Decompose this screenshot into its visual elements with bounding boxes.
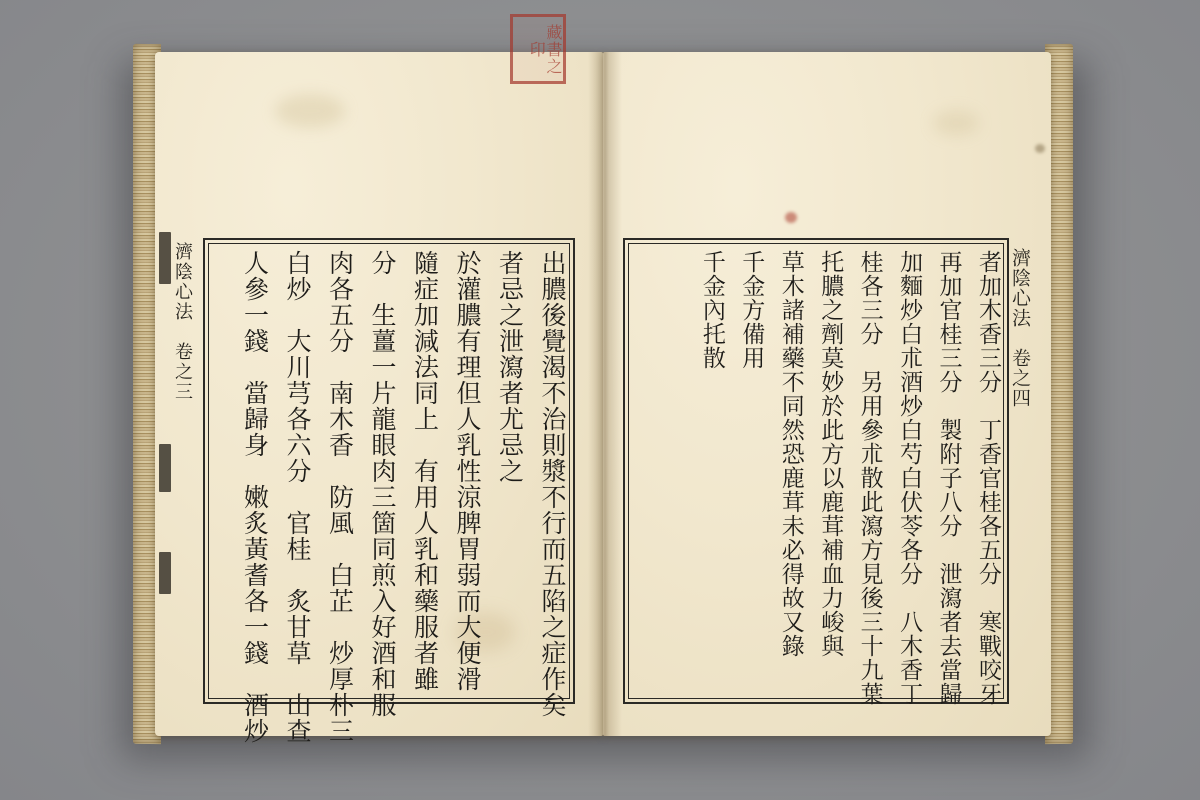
text-column: 桂各三分 另用參朮散此瀉方見後三十九葉 [856, 250, 883, 706]
open-book [133, 23, 1073, 744]
left-page [155, 52, 603, 744]
left-page-spine-title: 濟陰心法 卷之三 [172, 242, 193, 402]
paper-stain-red-fox [785, 212, 797, 223]
binding-mark [159, 232, 171, 284]
text-column: 者加木香三分 丁香官桂各五分 寒戰咬牙 [975, 250, 1001, 706]
collector-seal-stamp: 藏書之印 [510, 14, 566, 84]
text-column: 千金方備用 [738, 250, 765, 370]
right-page-header-title: 濟陰心法 卷之四 [1009, 248, 1031, 408]
book-gutter-shadow [588, 52, 622, 736]
paper-stain [933, 110, 979, 136]
text-column: 於灌膿有理但人乳性涼脾胃弱而大便滑 [453, 250, 482, 692]
text-column: 者忌之泄瀉者尤忌之 [495, 250, 525, 484]
text-column: 草木諸補藥不同然恐鹿茸未必得故又錄 [777, 250, 804, 658]
text-column: 肉各五分 南木香 防風 白芷 炒厚朴三 [325, 250, 355, 744]
text-column: 加麵炒白朮酒炒白芍白伏苓各分 八木香丁 [896, 250, 923, 706]
text-column: 出膿後覺渴不治則漿不行而五陷之症作矣 [538, 250, 567, 718]
right-page [603, 52, 1051, 736]
text-column: 千金內托散 [698, 250, 725, 370]
binding-mark [159, 444, 171, 492]
text-column: 人參一錢 當歸身 嫩炙黃耆各一錢 酒炒 [240, 250, 270, 744]
text-column: 再加官桂三分 製附子八分 泄瀉者去當歸 [935, 250, 962, 706]
text-column: 白炒 大川芎各六分 官桂 炙甘草 山查 [283, 250, 312, 744]
left-page-text-columns [213, 250, 567, 744]
text-column: 隨症加減法同上 有用人乳和藥服者雖 [410, 250, 440, 692]
paper-stain [1035, 144, 1045, 153]
right-page-text-columns [633, 250, 1001, 706]
binding-mark [159, 552, 171, 594]
paper-stain [275, 94, 345, 128]
text-column: 托膿之劑莫妙於此方以鹿茸補血力峻與 [817, 250, 844, 658]
text-column: 分 生薑一片龍眼肉三箇同煎入好酒和服 [368, 250, 397, 718]
